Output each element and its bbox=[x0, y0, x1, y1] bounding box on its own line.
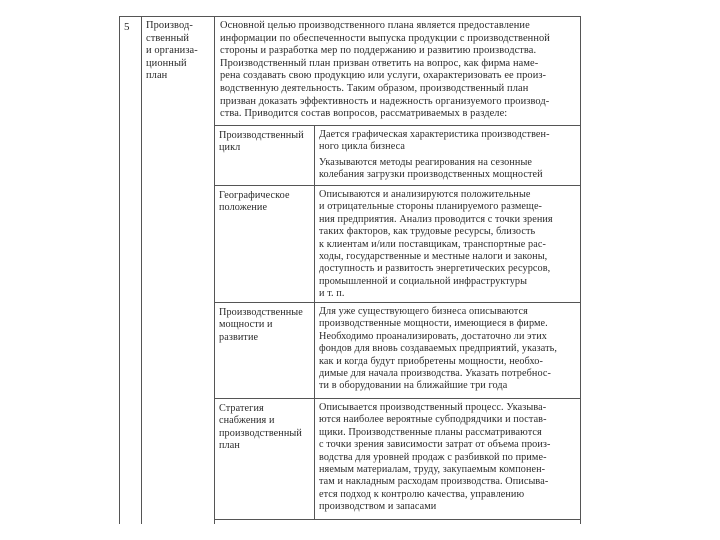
inner-row-divider-2 bbox=[214, 302, 580, 303]
inner-row-divider-1 bbox=[214, 185, 580, 186]
row-label-production-cycle: Производственный цикл bbox=[219, 130, 304, 154]
row-label-supply-strategy: Стратегия снабжения и производственный план bbox=[219, 403, 302, 452]
column-divider-1 bbox=[141, 16, 142, 524]
intro-paragraph: Основной целью производственного плана является предоставление информации по обеспеченности выпуска продукции с производственной стороны и разработка мер по поддержанию и развитию производства. Производственный план призван ответить на вопрос, как фирма наме- рена создавать свою продукцию или услуги, охарактеризовать ее произ- водственную деятельность. Таким образом, производственный план призван доказать эффективность и надежность организуемого производ- ства. Приводится состав вопросов, рассматриваемых в разделе: bbox=[220, 20, 550, 120]
row-text-production-cycle: Дается графическая характеристика производствен- ного цикла бизнеса bbox=[319, 129, 550, 153]
table-left-border bbox=[119, 16, 120, 524]
inner-table-top bbox=[214, 125, 580, 126]
row-text-production-capacity: Для уже существующего бизнеса описываются производственные мощности, имеющиеся в фирме. Необходимо проанализировать, достаточно ли этих фондов для вновь создаваемых предприятий, указать, как и когда будут приобретены мощности, необхо- димые для начала производства. Указать потребнос- ти в оборудовании на ближайшие три года bbox=[319, 306, 558, 392]
section-title: Производ- ственный и организа- ционный план bbox=[146, 20, 198, 82]
row-number: 5 bbox=[124, 21, 130, 33]
row-label-geographic-location: Географическое положение bbox=[219, 190, 290, 214]
inner-row-divider-3 bbox=[214, 398, 580, 399]
column-divider-2 bbox=[214, 16, 215, 524]
inner-table-bottom bbox=[214, 519, 580, 520]
row-text-production-cycle-extra: Указываются методы реагирования на сезонные колебания загрузки производственных мощностей bbox=[319, 157, 543, 181]
row-text-geographic-location: Описываются и анализируются положительные и отрицательные стороны планируемого размеще- ния предприятия. Анализ проводится с точки зрения таких факторов, как трудовые ресурсы, близость к клиентам и/или поставщикам, транспортные рас- ходы, государственные и местные налоги и законы, доступность и развитость энергетических ресурсов, промышленной и социальной инфраструктуры и т. п. bbox=[319, 189, 553, 300]
table-top-border bbox=[119, 16, 581, 17]
table-right-border bbox=[580, 16, 581, 524]
row-text-supply-strategy: Описывается производственный процесс. Указыва- ются наиболее вероятные субподрядчики и постав- щики. Производственные планы рассматриваются с точки зрения зависимости затрат от объема произ- водства для уровней продаж с разбивкой по приме- няемым материалам, труду, закупаемым компонен- там и накладным расходам производства. Описыва- ется подход к контролю качества, управлению производством и запасами bbox=[319, 402, 551, 513]
row-label-production-capacity: Производственные мощности и развитие bbox=[219, 307, 303, 343]
